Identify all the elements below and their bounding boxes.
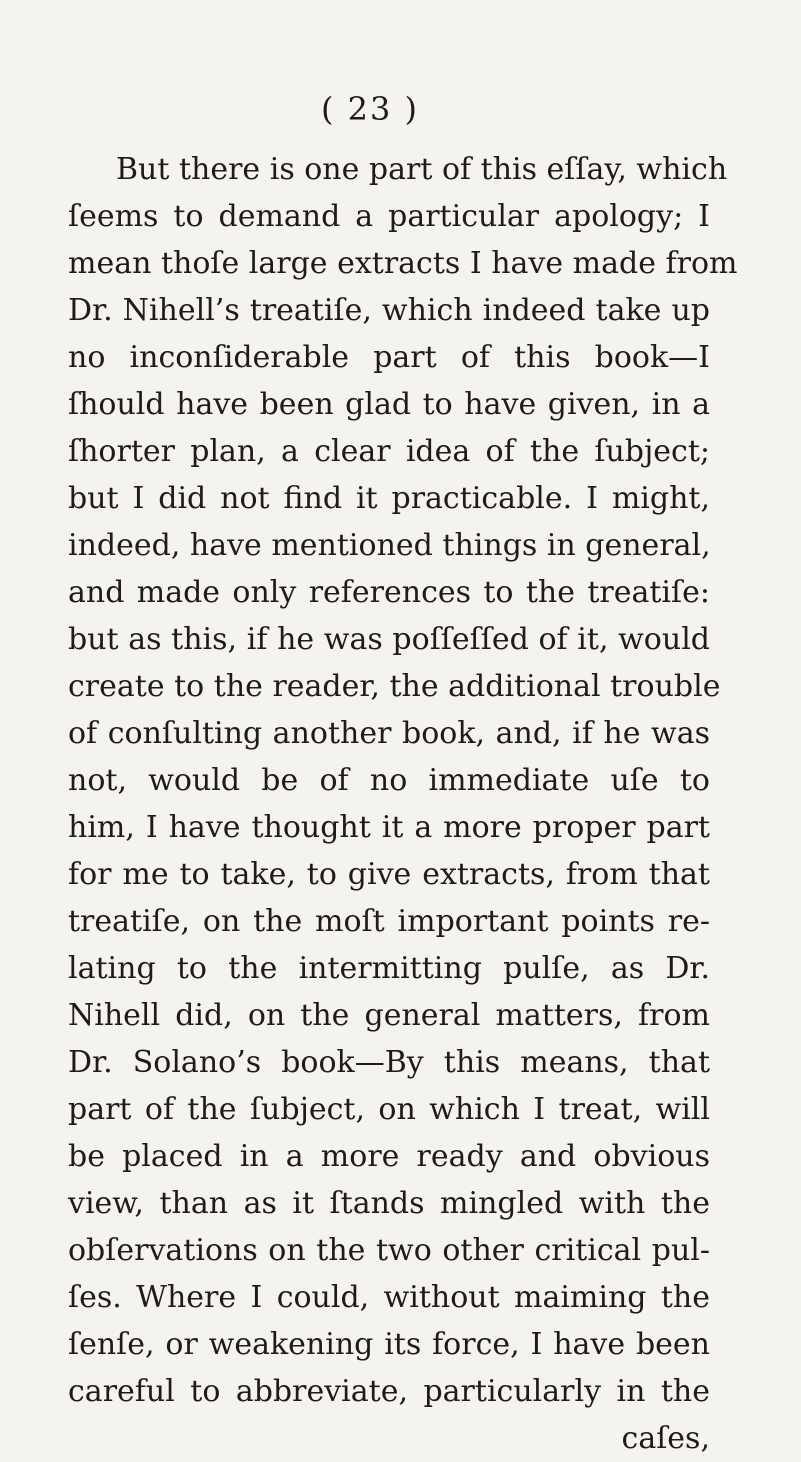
text-line: and made only references to the treatiſe: [68, 575, 710, 610]
text-line: part of the ſubject, on which I treat, will [68, 1092, 710, 1127]
text-line: no inconſiderable part of this book—I [68, 340, 710, 375]
text-line: him, I have thought it a more proper part [68, 810, 710, 845]
text-line: indeed, have mentioned things in general, [68, 528, 711, 563]
text-line: careful to abbreviate, particularly in the [68, 1374, 710, 1409]
text-line: be placed in a more ready and obvious [68, 1139, 710, 1174]
text-line: create to the reader, the additional trouble [68, 669, 721, 704]
text-line: ſhorter plan, a clear idea of the ſubject; [68, 434, 710, 469]
catchword: caſes, [621, 1421, 710, 1456]
text-line: Nihell did, on the general matters, from [68, 998, 710, 1033]
text-line: Dr. Solano’s book—By this means, that [68, 1045, 710, 1080]
text-line: But there is one part of this eſſay, which [116, 152, 728, 187]
text-line: but I did not find it practicable. I might, [68, 481, 710, 516]
text-line: of conſulting another book, and, if he was [68, 716, 710, 751]
text-line: Dr. Nihell’s treatiſe, which indeed take up [68, 293, 710, 328]
text-line: ſes. Where I could, without maiming the [68, 1280, 710, 1315]
text-line: ſhould have been glad to have given, in a [68, 387, 710, 422]
text-line: obſervations on the two other critical pul- [68, 1233, 710, 1268]
body-text [68, 146, 738, 1462]
text-line: mean thoſe large extracts I have made from [68, 246, 738, 281]
page-number: ( 23 ) [320, 90, 420, 128]
text-line: view, than as it ſtands mingled with the [68, 1186, 710, 1221]
text-line: not, would be of no immediate uſe to [68, 763, 710, 798]
text-line: lating to the intermitting pulſe, as Dr. [68, 951, 710, 986]
text-line: but as this, if he was poſſeſſed of it, would [68, 622, 710, 657]
text-line: for me to take, to give extracts, from that [68, 857, 710, 892]
text-line: treatiſe, on the moſt important points re- [68, 904, 710, 939]
text-line: ſeems to demand a particular apology; I [68, 199, 710, 234]
text-line: ſenſe, or weakening its force, I have been [68, 1327, 710, 1362]
